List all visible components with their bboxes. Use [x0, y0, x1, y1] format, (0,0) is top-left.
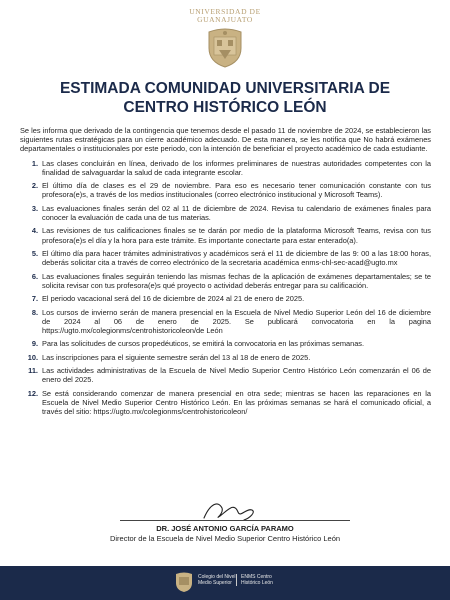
item-number: 5. [31, 248, 38, 258]
item-number: 9. [31, 339, 38, 349]
item-text: Se está considerando comenzar de manera presencial en otra sede; mientras se hacen las reparaciones en la Escuela de Nivel Medio Superior Centro Histórico León. En las próximas semanas se hará el comunicado oficial, a través del sitio: https://ugto.mx/colegionms/centrohistoricoleon/ [42, 388, 431, 417]
list-item [20, 339, 431, 348]
item-number: 6. [31, 271, 38, 281]
university-header [0, 8, 450, 68]
footer-right-line2: Histórico León [241, 580, 273, 586]
item-number: 8. [31, 307, 38, 317]
footer-left-line1: Colegio del Nivel [198, 574, 236, 580]
list-item [20, 389, 431, 417]
signer-name: DR. JOSÉ ANTONIO GARCÍA PARAMO [156, 524, 294, 533]
item-text: Las clases concluirán en línea, derivado de los informes preliminares de nuestras autoridades competentes con la finalidad de salvaguardar la salud de cada integrante escolar. [42, 158, 431, 177]
notice-body [20, 126, 431, 421]
list-item [20, 249, 431, 267]
item-number: 1. [31, 158, 38, 168]
item-number: 11. [28, 366, 38, 376]
university-name-line1: UNIVERSIDAD DE [189, 7, 261, 16]
notice-list [20, 159, 431, 417]
item-text: Las revisiones de tus calificaciones finales se te darán por medio de la plataforma Microsoft Teams, revisa con tus profesora(e)s el día y la hora para este trámite. Es importante conectarte para estar enterado(a). [42, 226, 431, 245]
footer-bar [0, 566, 450, 600]
footer-right-line1: ENMS Centro [241, 574, 272, 580]
page-title [0, 79, 450, 117]
item-text: Las actividades administrativas de la Escuela de Nivel Medio Superior Centro Histórico León comenzarán el 06 de enero del 2025. [42, 366, 431, 385]
item-text: Para las solicitudes de cursos propedéuticos, se emitirá la convocatoria en las próximas semanas. [42, 339, 365, 349]
footer-college-text [198, 574, 236, 586]
list-item [20, 272, 431, 290]
list-item [20, 204, 431, 222]
list-item [20, 294, 431, 303]
item-text: El último día para hacer trámites administrativos y académicos será el 11 de diciembre de las 9: 00 a las 18:00 horas, deberás solicitar cita a través de correo electrónico de la secretaria académica enms-chl-sec-acad@ugto.mx [42, 248, 431, 268]
list-item [20, 366, 431, 384]
signer-block [0, 524, 450, 544]
list-item [20, 181, 431, 199]
footer-left-line2: Medio Superior [198, 580, 232, 586]
item-number: 7. [31, 294, 38, 304]
university-name-line2: GUANAJUATO [197, 15, 253, 24]
signer-role: Director de la Escuela de Nivel Medio Superior Centro Histórico León [109, 534, 341, 543]
list-item [20, 308, 431, 336]
item-text: Las inscripciones para el siguiente semestre serán del 13 al 18 de enero de 2025. [42, 352, 311, 362]
item-number: 4. [31, 226, 38, 236]
list-item [20, 353, 431, 362]
university-shield-icon [205, 26, 245, 68]
title-line2: CENTRO HISTÓRICO LEÓN [123, 99, 327, 116]
university-shield-icon [174, 571, 194, 593]
item-number: 2. [31, 181, 38, 191]
item-number: 12. [27, 388, 38, 398]
item-text: El periodo vacacional será del 16 de diciembre de 2024 al 21 de enero de 2025. [42, 294, 305, 304]
title-line1: ESTIMADA COMUNIDAD UNIVERSITARIA DE [59, 80, 391, 97]
item-text: El último día de clases es el 29 de noviembre. Para eso es necesario tener comunicación constante con tus profesora(e)s, a través de los medios institucionales (correo electrónico institucional y Microsoft Teams). [42, 181, 431, 200]
list-item [20, 159, 431, 177]
footer-school-text [236, 574, 273, 586]
item-text: Las evaluaciones finales seguirán teniendo las mismas fechas de la aplicación de exámenes departamentales; se te solicita revisar con tus profesora(e)s qué proyecto o actividad deberás entregar para su calificación. [42, 271, 431, 290]
item-text: Las evaluaciones finales serán del 02 al 11 de diciembre de 2024. Revisa tu calendario de exámenes finales para conocer la evaluación de cada una de tus materias. [42, 203, 431, 222]
item-text: Los cursos de invierno serán de manera presencial en la Escuela de Nivel Medio Superior León del 16 de diciembre de 2024 al 06 de enero de 2025. Se publicará convocatoria en la pagina https://ugto.mx/colegionms/centrohistoricoleon/de León [42, 307, 431, 335]
item-number: 10. [27, 352, 38, 362]
intro-paragraph: Se les informa que derivado de la contingencia que tenemos desde el pasado 11 de noviembre de 2024, se establecieron las siguientes rutas estratégicas para un cierre académico adecuado. De esta manera, se les notifica que No habrá exámenes departamentales o institucionales por este periodo, con la intención de beneficiar el proyecto académico de cada estudiante. [20, 126, 431, 154]
signature-line [120, 520, 350, 521]
item-number: 3. [31, 203, 38, 213]
list-item [20, 226, 431, 244]
